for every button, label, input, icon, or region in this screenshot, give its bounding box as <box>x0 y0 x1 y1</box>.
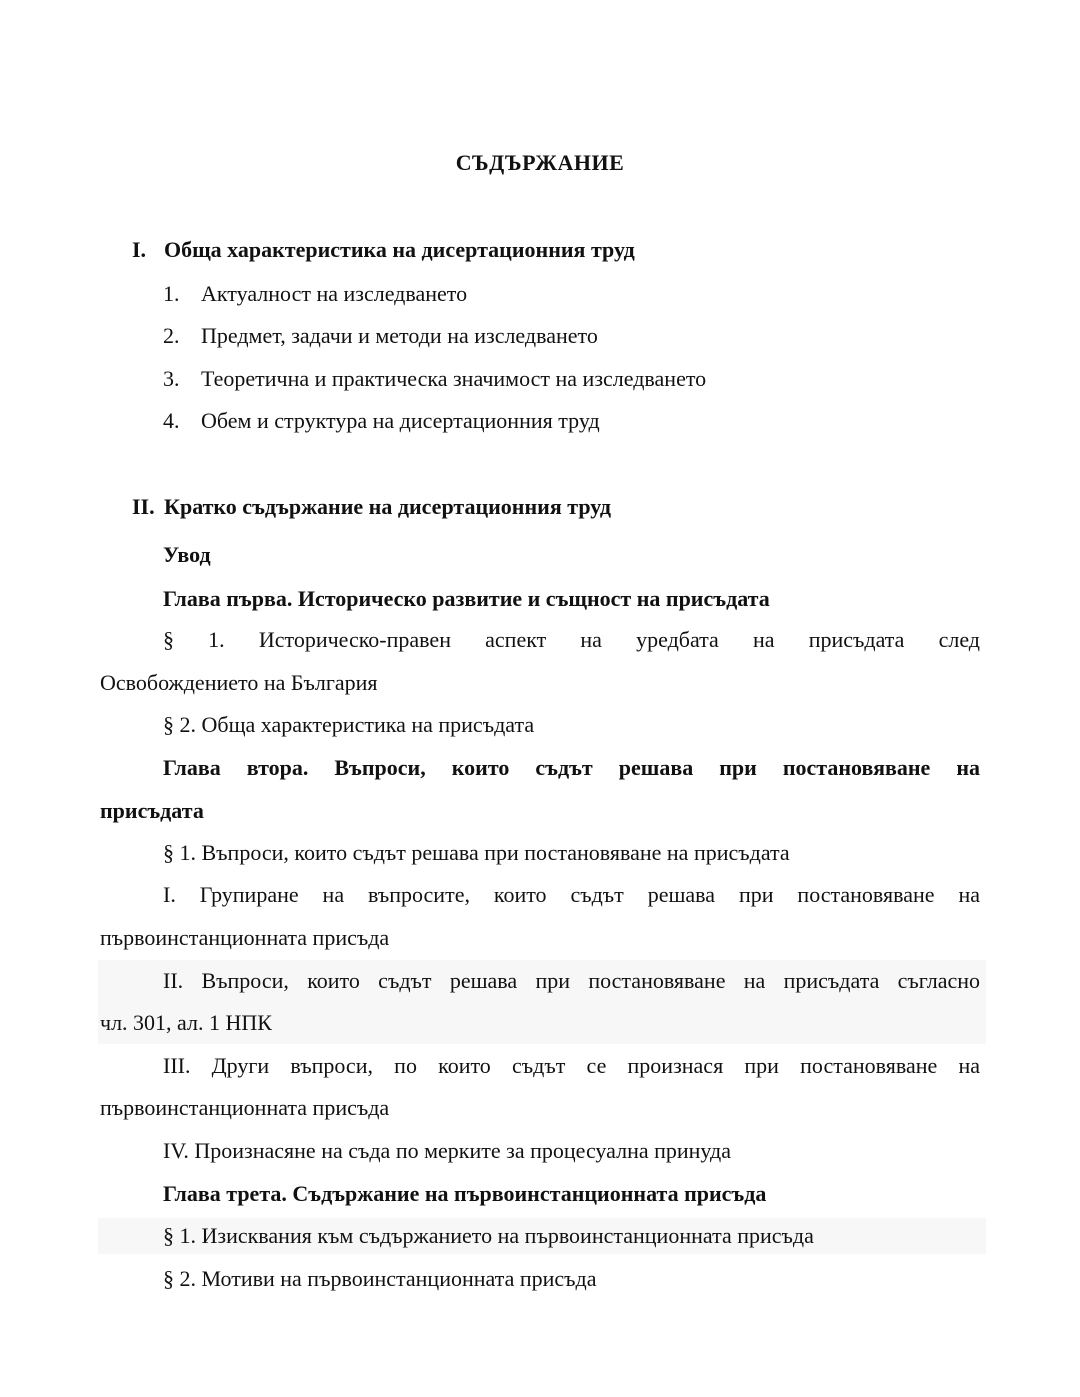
chapter-1-para-2: § 2. Обща характеристика на присъдата <box>163 712 535 737</box>
toc-item-number: 1. <box>163 281 180 306</box>
toc-item-text: Актуалност на изследването <box>201 281 468 306</box>
chapter-2-title-line-1: Глава втора. Въпроси, които съдът решава при постановяване на <box>163 755 980 780</box>
chapter-2-item-iii-line-1: III. Други въпроси, по които съдът се произнася при постановяване на <box>163 1053 980 1078</box>
chapter-3-para-2: § 2. Мотиви на първоинстанционната присъда <box>163 1266 597 1291</box>
section-1-title: Обща характеристика на дисертационния труд <box>164 237 635 262</box>
chapter-2-item-i <box>163 880 980 910</box>
chapter-1-para-1-line-2: Освобождението на България <box>100 670 378 695</box>
section-1-number: I. <box>132 237 147 262</box>
toc-item <box>163 321 598 351</box>
chapter-2-item-ii <box>163 966 980 996</box>
toc-item-text: Обем и структура на дисертационния труд <box>201 408 600 433</box>
chapter-1-title: Глава първа. Историческо развитие и същност на присъдата <box>163 586 770 611</box>
chapter-2-item-i-line-2: първоинстанционната присъда <box>100 925 390 950</box>
section-2-heading <box>132 492 611 522</box>
chapter-2-item-iii-line-2: първоинстанционната присъда <box>100 1095 390 1120</box>
toc-item-number: 2. <box>163 323 180 348</box>
toc-item <box>163 279 467 309</box>
chapter-3-para-1: § 1. Изисквания към съдържанието на първоинстанционната присъда <box>163 1223 814 1248</box>
section-2-title: Кратко съдържание на дисертационния труд <box>164 494 612 519</box>
chapter-2-item-ii-line-2: чл. 301, ал. 1 НПК <box>100 1010 272 1035</box>
toc-item-text: Предмет, задачи и методи на изследването <box>201 323 598 348</box>
chapter-1-para-1-line-1: § 1. Историческо-правен аспект на уредбата на присъдата след <box>163 627 980 652</box>
toc-item <box>163 364 706 394</box>
intro-heading: Увод <box>163 542 211 567</box>
toc-item-text: Теоретична и практическа значимост на изследването <box>201 366 707 391</box>
toc-item-number: 3. <box>163 366 180 391</box>
chapter-2-item-ii-line-1: II. Въпроси, които съдът решава при постановяване на присъдата съгласно <box>163 968 980 993</box>
section-2-number: II. <box>132 494 155 519</box>
chapter-2-item-iii <box>163 1051 980 1081</box>
toc-item <box>163 406 600 436</box>
toc-item-number: 4. <box>163 408 180 433</box>
chapter-1-para-1 <box>163 625 980 655</box>
section-1-heading <box>132 235 635 265</box>
chapter-3-title: Глава трета. Съдържание на първоинстанционната присъда <box>163 1181 767 1206</box>
page-title: СЪДЪРЖАНИЕ <box>455 150 625 175</box>
chapter-2-item-iv: IV. Произнасяне на съда по мерките за процесуална принуда <box>163 1138 731 1163</box>
chapter-2-para-1: § 1. Въпроси, които съдът решава при постановяване на присъдата <box>163 840 790 865</box>
chapter-2-title-line-2: присъдата <box>100 798 204 823</box>
chapter-2-title <box>163 753 980 783</box>
chapter-2-item-i-line-1: I. Групиране на въпросите, които съдът решава при постановяване на <box>163 882 980 907</box>
